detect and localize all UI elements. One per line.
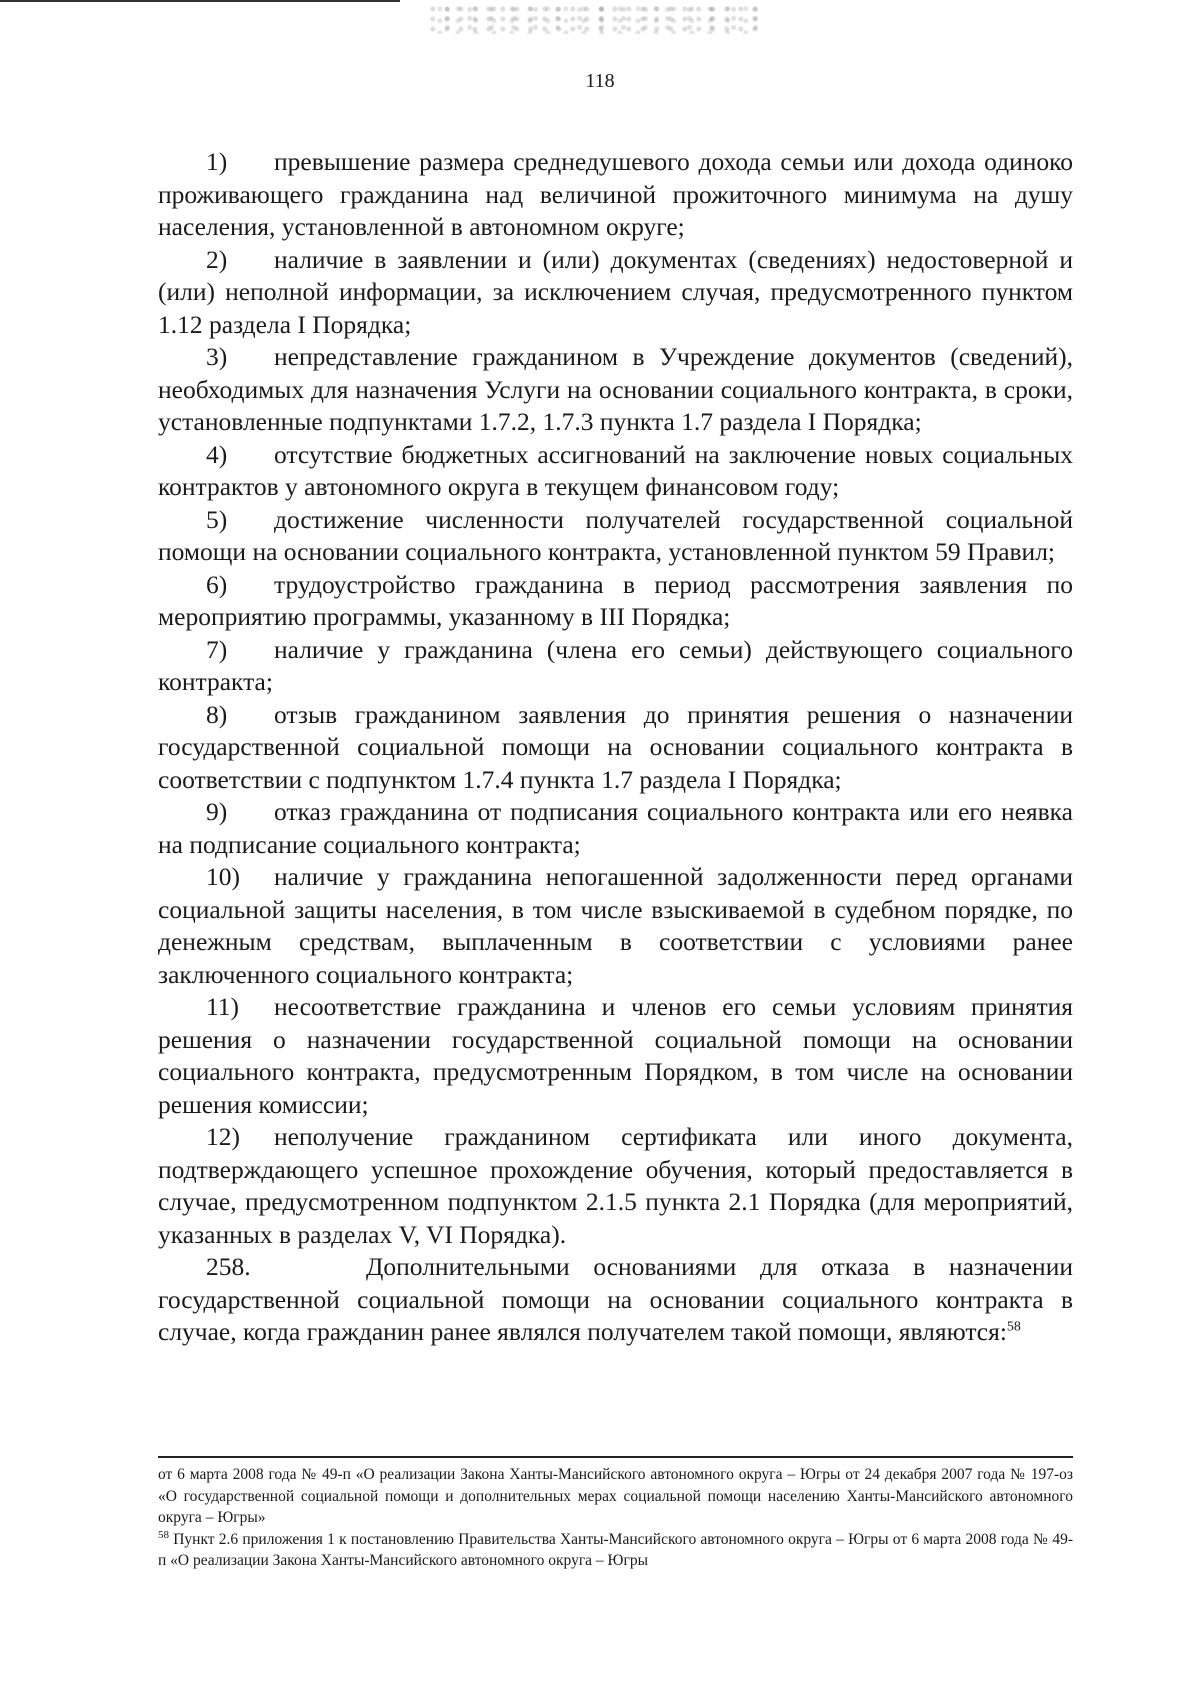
document-body	[158, 146, 1073, 1349]
list-item-number: 8)	[206, 699, 228, 729]
list-item-text: отсутствие бюджетных ассигнований на заключение новых социальных контрактов у автономного округа в текущем финансовом году;	[158, 439, 1073, 501]
page-number: 118	[585, 70, 615, 92]
scan-noise	[430, 4, 760, 34]
list-item-number: 5)	[206, 504, 228, 534]
list-item-text: достижение численности получателей государственной социальной помощи на основании социального контракта, установленной пунктом 59 Правил;	[158, 504, 1073, 566]
list-item	[158, 504, 1073, 569]
list-item-number: 2)	[206, 244, 228, 274]
paragraph-number: 258.	[206, 1252, 251, 1281]
list-item-text: несоответствие гражданина и членов его семьи условиям принятия решения о назначении государственной социальной помощи на основании социального контракта, предусмотренным Порядком, в том числе на основании решения комиссии;	[158, 992, 1073, 1119]
footnote-divider	[158, 1456, 1073, 1458]
list-item	[158, 146, 1073, 244]
list-item	[158, 991, 1073, 1121]
list-item	[158, 861, 1073, 991]
list-item	[158, 569, 1073, 634]
list-item	[158, 244, 1073, 342]
list-item-number: 10)	[206, 862, 240, 891]
list-item-text: превышение размера среднедушевого дохода семьи или дохода одиноко проживающего гражданина над величиной прожиточного минимума на душу населения, установленной в автономном округе;	[158, 147, 1073, 241]
footnote-reference[interactable]: 58	[1006, 1319, 1021, 1335]
list-item-number: 7)	[206, 634, 228, 664]
list-item-number: 9)	[206, 797, 228, 826]
list-item-number: 11)	[206, 992, 240, 1021]
list-item	[158, 341, 1073, 439]
list-item	[158, 699, 1073, 797]
footnote-58	[158, 1529, 1073, 1572]
footnote-text: Пункт 2.6 приложения 1 к постановлению Правительства Ханты-Мансийского автономного округа – Югры от 6 марта 2008 года № 49-п «О реализации Закона Ханты-Мансийского автономного округа – Югры	[158, 1530, 1073, 1569]
paragraph-text: Дополнительными основаниями для отказа в назначении государственной социальной помощи на основании социального контракта в случае, когда гражданин ранее являлся получателем такой помощи, являются:	[158, 1252, 1073, 1346]
list-item-text: наличие у гражданина непогашенной задолженности перед органами социальной защиты населения, в том числе взыскиваемой в судебном порядке, по денежным средствам, выплаченным в соответствии с условиями ранее заключенного социального контракта;	[158, 862, 1073, 989]
list-item-number: 4)	[206, 439, 228, 469]
list-item-text: наличие у гражданина (члена его семьи) действующего социального контракта;	[158, 634, 1073, 696]
list-item	[158, 1121, 1073, 1251]
list-item-text: неполучение гражданином сертификата или иного документа, подтверждающего успешное прохождение обучения, который предоставляется в случае, предусмотренном подпунктом 2.1.5 пункта 2.1 Порядка (для мероприятий, указанных в разделах V, VI Порядка).	[158, 1122, 1073, 1249]
list-item-text: наличие в заявлении и (или) документах (сведениях) недостоверной и (или) неполной информации, за исключением случая, предусмотренного пунктом 1.12 раздела I Порядка;	[158, 244, 1073, 339]
list-item	[158, 634, 1073, 699]
footnote-mark: 58	[158, 1528, 169, 1541]
paragraph-258	[158, 1251, 1073, 1349]
list-item-text: отказ гражданина от подписания социального контракта или его неявка на подписание социального контракта;	[158, 797, 1073, 859]
list-item-text: отзыв гражданином заявления до принятия решения о назначении государственной социальной помощи на основании социального контракта в соответствии с подпунктом 1.7.4 пункта 1.7 раздела I Порядка;	[158, 699, 1073, 794]
footnote-continued: от 6 марта 2008 года № 49-п «О реализации Закона Ханты-Мансийского автономного округа – Югры от 24 декабря 2007 года № 197-оз «О государственной социальной помощи и дополнительных мерах социальной помощи населению Ханты-Мансийского автономного округа – Югры»	[158, 1466, 1073, 1526]
scan-edge-line	[0, 0, 400, 2]
list-item-number: 12)	[206, 1122, 240, 1151]
list-item-number: 3)	[206, 342, 228, 371]
footnotes	[158, 1464, 1073, 1572]
list-item-text: непредставление гражданином в Учреждение документов (сведений), необходимых для назначения Услуги на основании социального контракта, в сроки, установленные подпунктами 1.7.2, 1.7.3 пункта 1.7 раздела I Порядка;	[158, 342, 1073, 436]
list-item	[158, 439, 1073, 504]
list-item-number: 1)	[206, 147, 228, 176]
list-item-text: трудоустройство гражданина в период рассмотрения заявления по мероприятию программы, указанному в III Порядка;	[158, 569, 1073, 631]
list-item	[158, 796, 1073, 861]
list-item-number: 6)	[206, 569, 228, 599]
